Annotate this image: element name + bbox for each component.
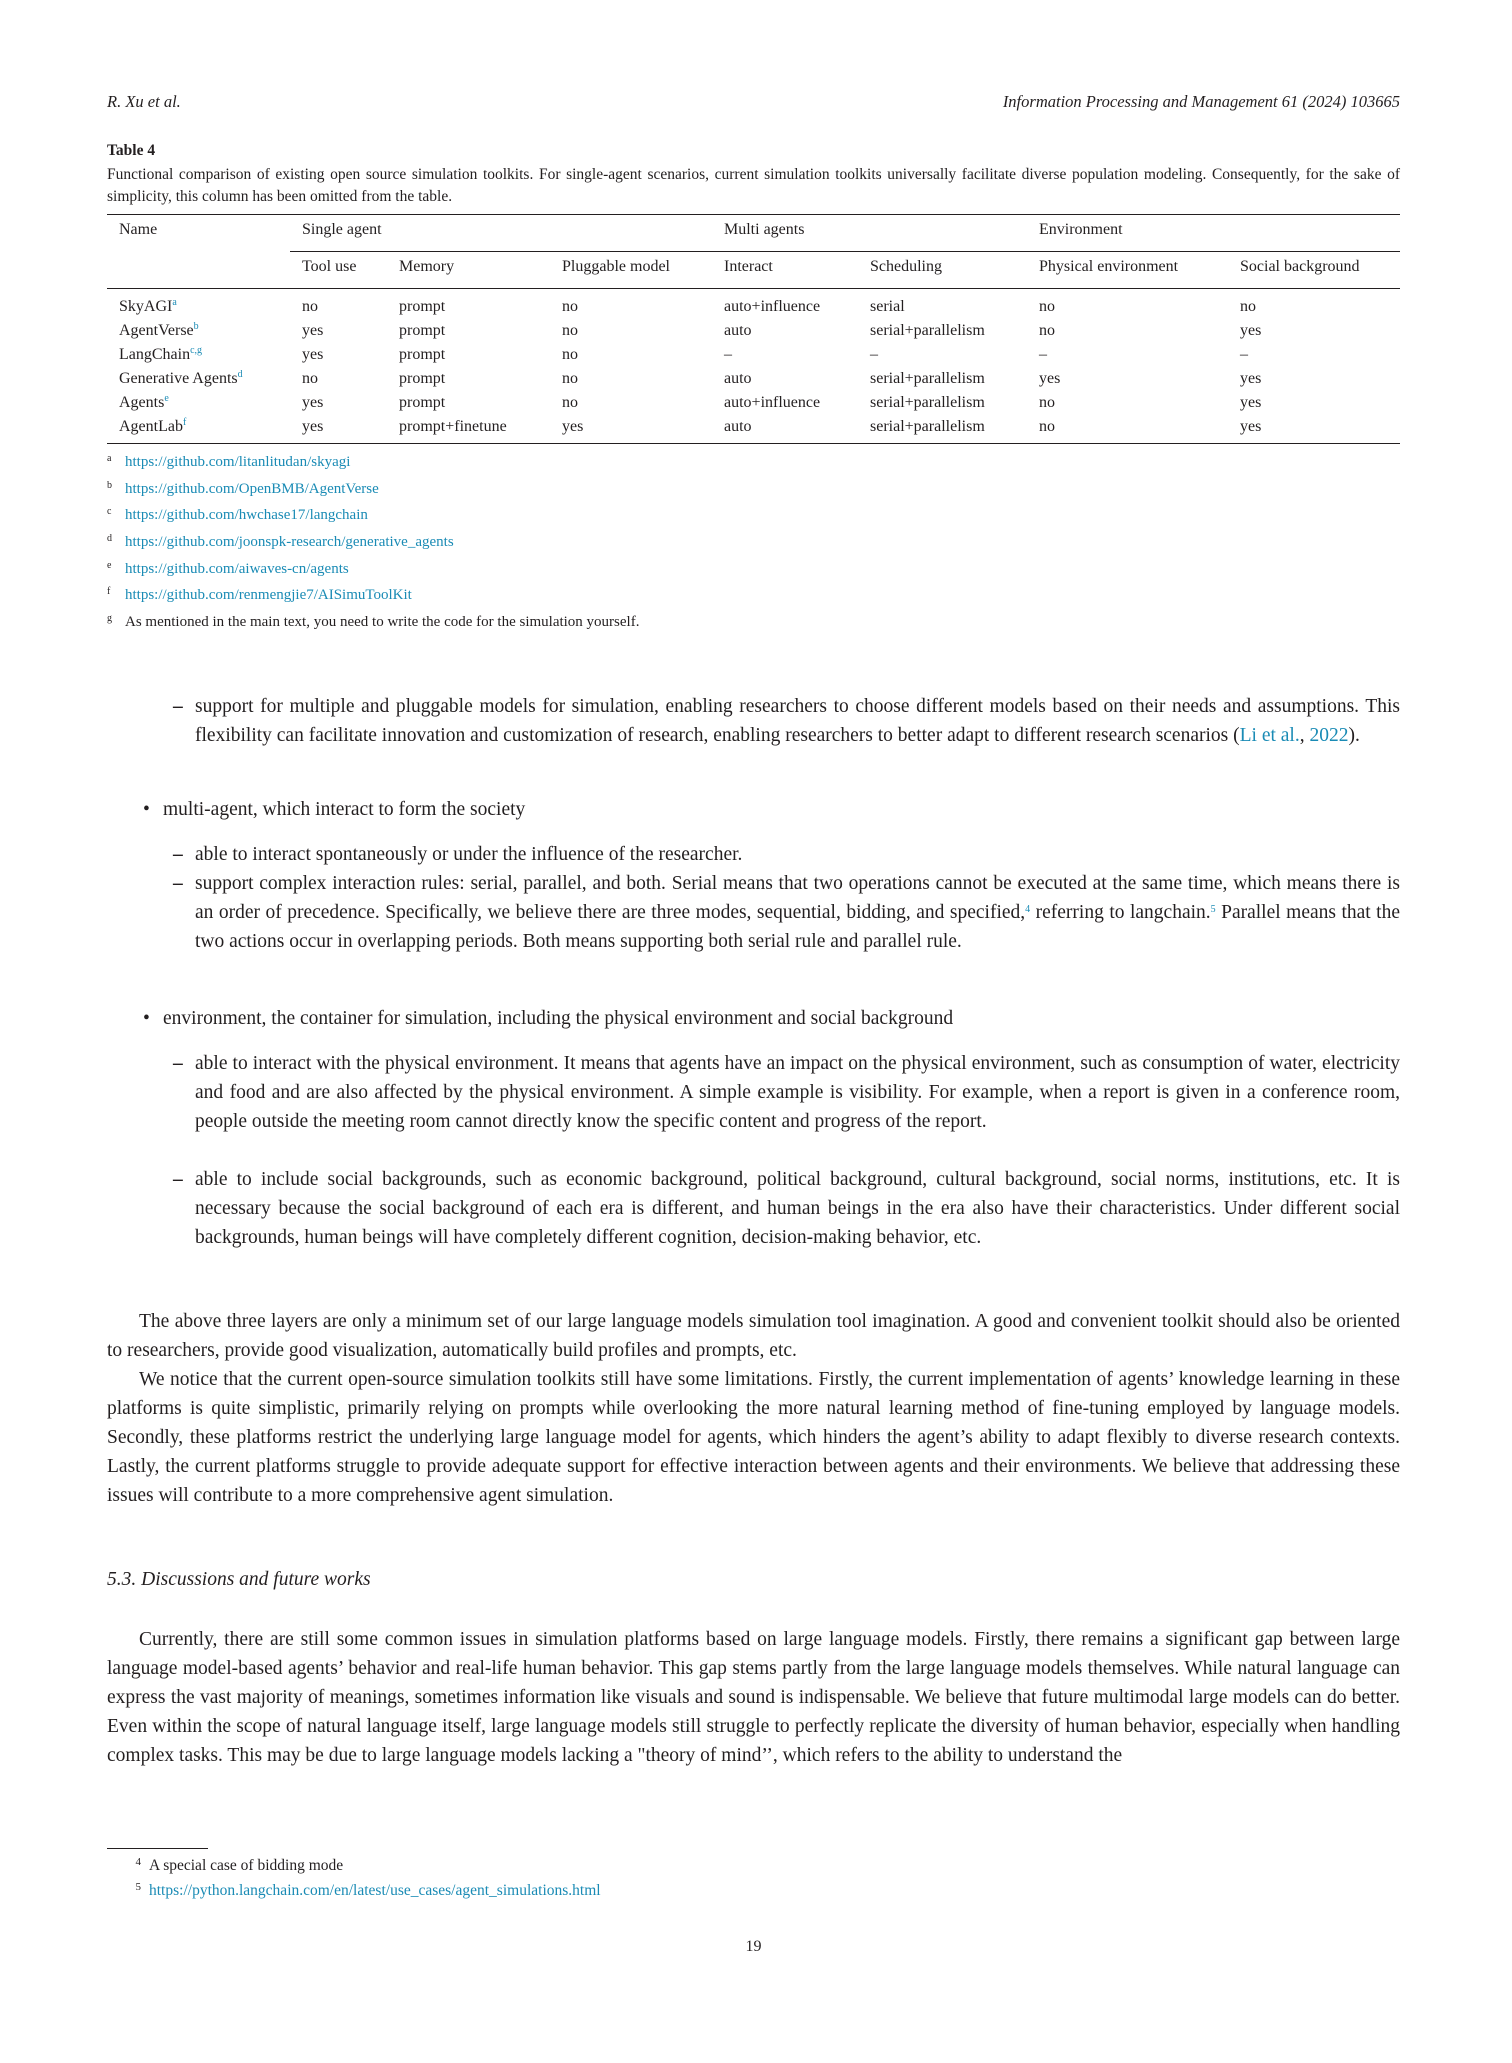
table-footnote <box>107 606 639 633</box>
footnote-marker[interactable]: e <box>164 393 169 404</box>
page-number: 19 <box>745 1938 762 1955</box>
table-cell: no <box>1027 415 1228 444</box>
col-header-interact: Interact <box>712 252 858 289</box>
footnote-mark: g <box>107 613 112 625</box>
table-cell: no <box>562 346 578 363</box>
col-header-tool-use: Tool use <box>290 252 387 289</box>
table-cell: yes <box>302 322 324 339</box>
table-footnote <box>107 499 639 526</box>
table-cell: auto+influence <box>724 298 821 315</box>
table-footnote <box>107 579 639 606</box>
footnote-link[interactable]: https://python.langchain.com/en/latest/use_cases/agent_simulations.html <box>149 1882 601 1899</box>
running-head-authors: R. Xu et al. <box>107 92 181 111</box>
bullet-multi-agent: • multi-agent, which interact to form the society <box>143 799 526 820</box>
table-cell: – <box>1039 346 1047 363</box>
table-cell: prompt+finetune <box>387 415 550 444</box>
table-cell: auto <box>724 370 752 387</box>
table-cell: no <box>302 298 318 315</box>
section-heading: 5.3. Discussions and future works <box>107 1569 371 1590</box>
citation-year-link[interactable]: 2022 <box>1309 725 1349 746</box>
footnote-divider <box>107 1848 208 1849</box>
footnote-link[interactable]: https://github.com/litanlitudan/skyagi <box>125 454 351 470</box>
table-cell: yes <box>290 415 387 444</box>
table-cell: – <box>724 346 732 363</box>
table-cell: yes <box>302 394 324 411</box>
col-header-name: Name <box>107 215 290 252</box>
group-header-single-agent: Single agent <box>290 215 712 252</box>
footnote-marker[interactable]: a <box>172 297 177 308</box>
col-header-scheduling: Scheduling <box>858 252 1027 289</box>
footnote-mark: f <box>107 586 111 598</box>
list-item-pluggable-models: – support for multiple and pluggable models for simulation, enabling researchers to choose different models based on their needs and assumptions. This flexibility can facilitate innovation and customization of research, enabling researchers to better adapt to different research scenarios (Li et al., 2022). <box>173 696 1400 746</box>
table-cell: auto <box>712 415 858 444</box>
table-cell: serial+parallelism <box>870 394 985 411</box>
table-cell: no <box>1039 322 1055 339</box>
col-header-social-background: Social background <box>1228 252 1400 289</box>
table-cell: no <box>562 394 578 411</box>
footnote-ref-4[interactable]: 4 <box>1025 904 1031 915</box>
table-cell: no <box>1039 394 1055 411</box>
footnote-mark: b <box>107 479 112 491</box>
table-cell: serial+parallelism <box>870 370 985 387</box>
list-item-interaction-rules: – support complex interaction rules: serial, parallel, and both. Serial means that two operations cannot be executed at the same time, which means there is an order of precedence. Specifically, we believe there are three modes, sequential, bidding, and specified,$^4$ referring to langchain.$^5$ Parallel means that the two actions occur in overlapping periods. Both means supporting both serial rule and parallel rule. <box>173 873 1400 952</box>
paragraph-discussion: Currently, there are still some common issues in simulation platforms based on large language models. Firstly, there remains a significant gap between large language model-based agents’ behavior and real-life human behavior. This gap stems partly from the large language models themselves. While natural language can express the vast majority of meanings, sometimes information like visuals and sound is indispensable. We believe that future multimodal large models can do better. Even within the scope of natural language itself, large language models still struggle to perfectly replicate the diversity of human behavior, especially when handling complex tasks. This may be due to large language models lacking a "theory of mind’’, which refers to the ability to understand the <box>107 1629 1400 1766</box>
table-cell-name: Agents$^e$ <box>119 393 169 411</box>
footnote-link[interactable]: https://github.com/hwchase17/langchain <box>125 507 368 524</box>
footnote-mark: c <box>107 506 112 518</box>
table-cell-name: AgentVerse$^b$ <box>119 321 199 339</box>
table-cell: yes <box>1228 415 1400 444</box>
col-header-physical-environment: Physical environment <box>1027 252 1228 289</box>
footnote-text: As mentioned in the main text, you need to write the code for the simulation yourself. <box>125 614 640 631</box>
table-footnote <box>107 526 639 553</box>
footnote-link[interactable]: https://github.com/aiwaves-cn/agents <box>125 560 349 577</box>
footnote-marker[interactable]: c,g <box>190 345 203 356</box>
footnote-ref-5[interactable]: 5 <box>1210 904 1216 915</box>
table-cell: serial+parallelism <box>870 322 985 339</box>
footnote-marker[interactable]: b <box>193 321 199 332</box>
table-row <box>107 319 1400 343</box>
list-item-physical-environment: – able to interact with the physical environment. It means that agents have an impact on the physical environment, such as consumption of water, electricity and food and are also affected by the physical environment. A simple example is visibility. For example, when a report is given in a conference room, people outside the meeting room cannot directly know the specific content and progress of the report. <box>173 1053 1400 1132</box>
page-footnote-4: 4 A special case of bidding mode <box>135 1856 344 1874</box>
table-cell: yes <box>1039 370 1061 387</box>
table-cell: no <box>302 370 318 387</box>
footnote-link[interactable]: https://github.com/renmengjie7/AISimuToolKit <box>125 587 412 604</box>
table-cell: yes <box>1240 370 1262 387</box>
table-cell: serial+parallelism <box>858 415 1027 444</box>
list-item-social-backgrounds: – able to include social backgrounds, such as economic background, political background, cultural background, social norms, institutions, etc. It is necessary because the social background of each era is different, and human beings in the era also have their characteristics. Under different social backgrounds, human beings will have completely different cognition, decision-making behavior, etc. <box>173 1169 1400 1248</box>
table-cell-name: SkyAGI$^a$ <box>119 297 177 315</box>
table-caption: Functional comparison of existing open source simulation toolkits. For single-agent scenarios, current simulation toolkits universally facilitate diverse population modeling. Consequently, for the sake of simplicity, this column has been omitted from the table. <box>107 166 1400 205</box>
group-header-multi-agents: Multi agents <box>712 215 1027 252</box>
table-cell: no <box>562 298 578 315</box>
table-row <box>107 391 1400 415</box>
table-cell: prompt <box>399 346 446 363</box>
table-cell: no <box>1039 298 1055 315</box>
table-cell: no <box>562 322 578 339</box>
bullet-environment: • environment, the container for simulation, including the physical environment and social background <box>143 1008 954 1029</box>
page-footnote-5: 5 https://python.langchain.com/en/latest/use_cases/agent_simulations.html <box>135 1881 601 1899</box>
table-row <box>107 289 1400 320</box>
comparison-table <box>107 214 1400 444</box>
citation-link[interactable]: Li et al. <box>1239 725 1300 746</box>
table-label: Table 4 <box>107 142 156 159</box>
table-cell: no <box>1240 298 1256 315</box>
table-cell-name: AgentLab$^f$ <box>107 415 290 444</box>
running-head-journal: Information Processing and Management 61 (2024) 103665 <box>1002 92 1400 111</box>
table-footnote <box>107 473 639 500</box>
table-cell: no <box>562 370 578 387</box>
table-cell: prompt <box>399 394 446 411</box>
table-cell: serial <box>870 298 905 315</box>
table-footnote <box>107 553 639 580</box>
footnote-marker[interactable]: d <box>237 369 243 380</box>
paragraph-minimum-set: The above three layers are only a minimum set of our large language models simulation tool imagination. A good and convenient toolkit should also be oriented to researchers, provide good visualization, automatically build profiles and prompts, etc. <box>107 1311 1400 1361</box>
table-row <box>107 415 1400 444</box>
footnote-mark: a <box>107 453 112 464</box>
footnote-marker[interactable]: f <box>182 417 187 428</box>
table-cell: yes <box>302 346 324 363</box>
table-cell: auto <box>724 322 752 339</box>
table-cell-name: Generative Agents$^d$ <box>119 369 243 387</box>
table-cell: yes <box>550 415 712 444</box>
footnote-link[interactable]: https://github.com/OpenBMB/AgentVerse <box>125 480 379 497</box>
table-row <box>107 343 1400 367</box>
table-cell: yes <box>1240 322 1262 339</box>
table-row <box>107 367 1400 391</box>
table-cell: – <box>1240 346 1248 363</box>
footnote-link[interactable]: https://github.com/joonspk-research/generative_agents <box>125 534 454 551</box>
table-cell-name: LangChain$^{c,g}$ <box>119 345 203 363</box>
list-item-interact: – able to interact spontaneously or under the influence of the researcher. <box>173 844 743 865</box>
table-cell: prompt <box>399 370 446 387</box>
group-header-environment: Environment <box>1027 215 1400 252</box>
table-cell: prompt <box>399 298 446 315</box>
col-header-memory: Memory <box>387 252 550 289</box>
table-cell: yes <box>1240 394 1262 411</box>
paragraph-limitations: We notice that the current open-source simulation toolkits still have some limitations. Firstly, the current implementation of agents’ knowledge learning in these platforms is quite simplistic, primarily relying on prompts while overlooking the more natural learning method of fine-tuning employed by language models. Secondly, these platforms restrict the underlying large language model for agents, which hinders the agent’s ability to adapt flexibly to diverse research contexts. Lastly, the current platforms struggle to provide adequate support for effective interaction between agents and their environments. We believe that addressing these issues will contribute to a more comprehensive agent simulation. <box>107 1369 1400 1506</box>
table-cell: auto+influence <box>724 394 821 411</box>
footnote-mark: e <box>107 559 112 571</box>
col-header-pluggable-model: Pluggable model <box>550 252 712 289</box>
table-footnotes <box>107 446 639 633</box>
footnote-mark: d <box>107 533 112 545</box>
table-cell: – <box>870 346 878 363</box>
table-cell: prompt <box>399 322 446 339</box>
table-footnote <box>107 446 639 473</box>
